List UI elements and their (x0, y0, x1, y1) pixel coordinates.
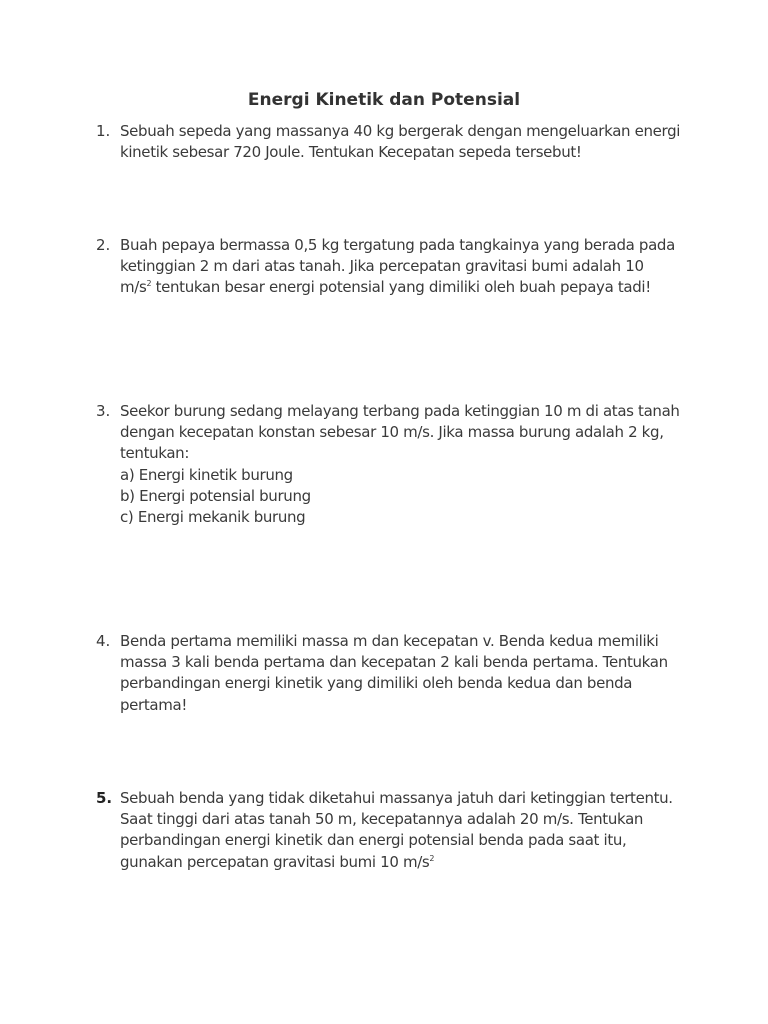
question-line: Buah pepaya bermassa 0,5 kg tergatung pada tangkainya yang berada pada (120, 236, 675, 254)
document-title: Energi Kinetik dan Potensial (247, 90, 521, 110)
question-5 (96, 788, 696, 873)
question-text (120, 121, 696, 163)
question-line: perbandingan energi kinetik yang dimiliki oleh benda kedua dan benda (120, 674, 633, 693)
question-line: Sebuah benda yang tidak diketahui massanya jatuh dari ketinggian tertentu. (120, 789, 673, 807)
question-line: Saat tinggi dari atas tanah 50 m, kecepatannya adalah 20 m/s. Tentukan (120, 810, 644, 829)
question-line: Sebuah sepeda yang massanya 40 kg bergerak dengan mengeluarkan energi (120, 122, 681, 140)
question-line: perbandingan energi kinetik dan energi potensial benda pada saat itu, (120, 831, 627, 850)
unit-text: gunakan percepatan gravitasi bumi 10 m/s (120, 852, 430, 871)
question-number: 2. (96, 236, 111, 254)
question-line: dengan kecepatan konstan sebesar 10 m/s. Jika massa burung adalah 2 kg, (120, 423, 664, 442)
question-line: tentukan: (120, 444, 190, 463)
sub-question-c: c) Energi mekanik burung (120, 508, 306, 527)
question-line: Benda pertama memiliki massa m dan kecepatan v. Benda kedua memiliki (120, 632, 659, 650)
question-line-with-unit (120, 277, 696, 298)
unit-text: m/s (120, 278, 147, 297)
unit-exponent: 2 (429, 853, 435, 863)
question-number: 1. (96, 122, 111, 140)
question-line: Seekor burung sedang melayang terbang pada ketinggian 10 m di atas tanah (120, 402, 680, 420)
sub-question-b: b) Energi potensial burung (120, 486, 311, 505)
question-2 (96, 235, 696, 299)
question-line: kinetik sebesar 720 Joule. Tentukan Kecepatan sepeda tersebut! (120, 143, 582, 162)
question-4 (96, 631, 696, 716)
unit-exponent: 2 (146, 279, 152, 289)
question-text (120, 788, 696, 873)
question-number: 4. (96, 632, 111, 650)
question-line-rest: tentukan besar energi potensial yang dimiliki oleh buah pepaya tadi! (151, 278, 651, 297)
question-3 (96, 401, 696, 528)
question-text (120, 235, 696, 299)
question-number: 3. (96, 402, 111, 420)
question-1 (96, 121, 696, 163)
question-text (120, 631, 696, 716)
question-line-with-unit (120, 852, 696, 873)
question-line: massa 3 kali benda pertama dan kecepatan 2 kali benda pertama. Tentukan (120, 653, 668, 672)
sub-question-a: a) Energi kinetik burung (120, 465, 293, 484)
question-line: ketinggian 2 m dari atas tanah. Jika percepatan gravitasi bumi adalah 10 (120, 257, 644, 276)
question-line: pertama! (120, 695, 188, 714)
question-number: 5. (96, 789, 113, 807)
question-text (120, 401, 696, 528)
